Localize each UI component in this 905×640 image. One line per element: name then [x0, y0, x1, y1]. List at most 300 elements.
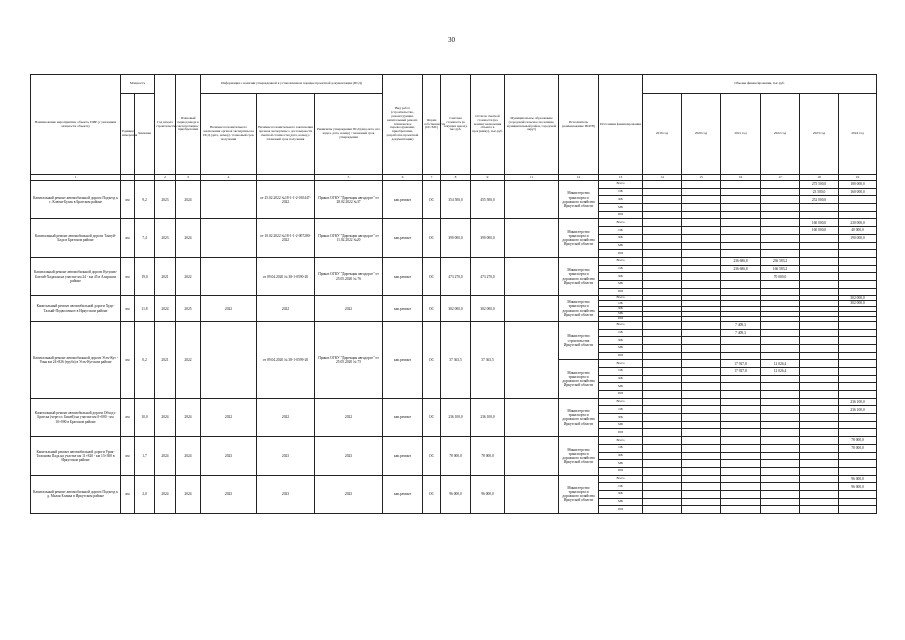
municipality [505, 475, 559, 513]
funding-amount [682, 421, 721, 429]
funding-source: МБ [599, 460, 643, 468]
funding-amount [682, 406, 721, 414]
funding-amount [761, 414, 800, 422]
funding-amount [800, 475, 839, 483]
funding-amount [643, 429, 682, 437]
funding-amount [682, 360, 721, 368]
funding-amount [761, 406, 800, 414]
object-name: Капитальный ремонт автомобильной дороги Урик-Тихонова Падь на участке км 11+820 - км 13+300 в Иркутском районе [31, 437, 121, 475]
program-table [30, 74, 877, 514]
funding-amount [800, 329, 839, 337]
funding-amount [682, 234, 721, 242]
executor: Министерство транспорта и дорожного хозяйства Иркутской области [559, 360, 599, 398]
funding-amount [643, 490, 682, 498]
executor: Министерство транспорта и дорожного хозяйства Иркутской области [559, 437, 599, 475]
start-year: 2024 [155, 398, 176, 436]
object-name: Капитальный ремонт автомобильной дороги Усть-Кут - Уоян км 24+826 (труба) в Усть-Кутском районе [31, 321, 121, 398]
header-expertise: Наличие положительного заключения органов экспертизы на ПСД (дата, номер) / плановый срок получения [201, 94, 257, 175]
funding-amount [800, 421, 839, 429]
start-year: 2023 [155, 219, 176, 257]
executor: Министерство транспорта и дорожного хозяйства Иркутской области [559, 257, 599, 295]
table-row [31, 321, 877, 329]
remaining-cost: 390 000,0 [471, 219, 505, 257]
estimated-cost: 78 000,0 [441, 437, 471, 475]
object-name: Капитальный ремонт автомобильной дороги Тангуй-Бада в Братском районе [31, 219, 121, 257]
funding-source: Всего [599, 360, 643, 368]
funding-amount [682, 265, 721, 273]
column-number: 18 [800, 175, 839, 181]
funding-amount: 236 100,0 [839, 406, 877, 414]
funding-amount [643, 211, 682, 219]
estimated-cost: 236 100,0 [441, 398, 471, 436]
expertise-conclusion [201, 219, 257, 257]
funding-amount [800, 321, 839, 329]
funding-amount [761, 250, 800, 258]
column-number: 14 [643, 175, 682, 181]
object-name: Капитальный ремонт автомобильной дороги Обход г. Братска (через п. Бикей) на участке км 0+000 - км 10+000 в Братском районе [31, 398, 121, 436]
work-type: кап.ремонт [383, 181, 423, 219]
funding-source: МБ [599, 383, 643, 391]
funding-amount [721, 337, 761, 345]
funding-amount [721, 406, 761, 414]
funding-source: ИИ [599, 288, 643, 296]
header-year: 2024 год [839, 94, 877, 175]
expertise-conclusion [201, 181, 257, 219]
funding-amount: 166 583,2 [761, 265, 800, 273]
funding-amount [839, 467, 877, 475]
funding-amount [800, 234, 839, 242]
funding-amount [761, 181, 800, 189]
funding-amount [643, 242, 682, 250]
funding-amount [761, 483, 800, 491]
funding-source: ОБ [599, 227, 643, 235]
funding-amount [721, 444, 761, 452]
funding-amount [761, 204, 800, 212]
funding-amount [682, 483, 721, 491]
funding-amount [643, 437, 682, 445]
funding-amount [721, 429, 761, 437]
commission-year: 2024 [176, 219, 201, 257]
funding-source: МБ [599, 204, 643, 212]
commission-year: 2024 [176, 398, 201, 436]
funding-amount: 236 686,8 [721, 257, 761, 265]
column-number: 7 [423, 175, 441, 181]
header-value: Значение [135, 94, 155, 175]
estimate-conclusion: 2022 [257, 398, 315, 436]
funding-amount [800, 506, 839, 514]
header-commission: Плановый период ввода в эксплуатацию/приобретения [176, 75, 201, 175]
funding-source: МБ [599, 311, 643, 316]
funding-amount [643, 337, 682, 345]
funding-source: ФБ [599, 375, 643, 383]
estimate-conclusion: от 25.02.2022 №18-1-1-2-010447-2022 [257, 181, 315, 219]
work-type: кап.ремонт [383, 257, 423, 295]
funding-amount [839, 506, 877, 514]
capacity-unit: км [121, 181, 135, 219]
funding-amount [761, 452, 800, 460]
funding-source: ОБ [599, 188, 643, 196]
remaining-cost: 96 000,0 [471, 475, 505, 513]
funding-amount [800, 280, 839, 288]
funding-amount [682, 219, 721, 227]
ownership-form: ОС [423, 181, 441, 219]
work-type: кап.ремонт [383, 437, 423, 475]
psd-approval: 2023 [315, 475, 383, 513]
funding-amount: 230 000,0 [839, 219, 877, 227]
funding-amount [721, 490, 761, 498]
funding-amount [761, 437, 800, 445]
funding-amount: 236 686,8 [721, 265, 761, 273]
funding-amount [643, 280, 682, 288]
funding-amount: 160 000,0 [839, 188, 877, 196]
expertise-conclusion: 2022 [201, 296, 257, 322]
funding-amount: 236 583,2 [761, 257, 800, 265]
funding-amount [800, 257, 839, 265]
funding-source: ФБ [599, 337, 643, 345]
funding-amount [761, 321, 800, 329]
funding-amount [682, 490, 721, 498]
funding-amount: 96 000,0 [839, 483, 877, 491]
municipality [505, 296, 559, 322]
column-number: 19 [839, 175, 877, 181]
funding-amount [643, 360, 682, 368]
funding-amount [643, 265, 682, 273]
funding-source: ФБ [599, 490, 643, 498]
funding-source: МБ [599, 498, 643, 506]
header-ownership: Форма собственности (ОС/МС) [423, 75, 441, 175]
funding-source: Всего [599, 437, 643, 445]
funding-amount: 180 000,0 [839, 181, 877, 189]
funding-amount [761, 506, 800, 514]
funding-amount [682, 188, 721, 196]
estimate-conclusion: 2022 [257, 296, 315, 322]
work-type: кап.ремонт [383, 321, 423, 398]
funding-amount [721, 234, 761, 242]
table-row [31, 475, 877, 483]
funding-amount: 236 100,0 [839, 398, 877, 406]
table-row [31, 398, 877, 406]
start-year: 2024 [155, 296, 176, 322]
funding-amount [682, 250, 721, 258]
funding-amount [643, 196, 682, 204]
commission-year: 2022 [176, 321, 201, 398]
funding-amount [800, 250, 839, 258]
funding-amount [721, 383, 761, 391]
funding-amount [800, 265, 839, 273]
work-type: кап.ремонт [383, 398, 423, 436]
funding-source: ИИ [599, 352, 643, 360]
work-type: кап.ремонт [383, 475, 423, 513]
funding-amount [839, 498, 877, 506]
estimate-conclusion: 2023 [257, 437, 315, 475]
funding-source: ИИ [599, 467, 643, 475]
funding-source: ФБ [599, 273, 643, 281]
funding-amount [682, 273, 721, 281]
funding-source: ИИ [599, 211, 643, 219]
funding-source: ОБ [599, 444, 643, 452]
funding-amount [800, 383, 839, 391]
funding-amount [682, 414, 721, 422]
funding-amount [721, 421, 761, 429]
funding-amount [682, 506, 721, 514]
municipality [505, 398, 559, 436]
object-name: Капитальный ремонт автомобильной дороги Подъезд к с. Ключи-Булак в Братском районе [31, 181, 121, 219]
column-number: 5 [315, 175, 383, 181]
funding-amount [721, 460, 761, 468]
work-type: кап.ремонт [383, 219, 423, 257]
funding-amount: 12 026,4 [761, 367, 800, 375]
header-year: 2023 год [800, 94, 839, 175]
funding-amount [839, 265, 877, 273]
funding-amount [682, 437, 721, 445]
funding-amount [721, 280, 761, 288]
funding-amount [682, 444, 721, 452]
capacity-value: 1,7 [135, 437, 155, 475]
capacity-value: 9,2 [135, 181, 155, 219]
funding-amount [721, 273, 761, 281]
column-number: 3 [176, 175, 201, 181]
funding-amount [800, 467, 839, 475]
funding-amount [800, 429, 839, 437]
executor: Министерство транспорта и дорожного хозяйства Иркутской области [559, 398, 599, 436]
funding-amount [643, 227, 682, 235]
funding-amount [643, 421, 682, 429]
funding-amount [761, 429, 800, 437]
funding-amount [682, 329, 721, 337]
executor: Министерство транспорта и дорожного хозяйства Иркутской области [559, 296, 599, 322]
funding-amount [761, 444, 800, 452]
psd-approval: Приказ ОГКУ "Дирекция автодорог" от 11.02.2022 №20 [315, 219, 383, 257]
commission-year: 2022 [176, 257, 201, 295]
remaining-cost: 236 100,0 [471, 398, 505, 436]
funding-amount [643, 483, 682, 491]
funding-amount [800, 452, 839, 460]
funding-source: ФБ [599, 306, 643, 311]
psd-approval: 2022 [315, 296, 383, 322]
funding-amount [839, 414, 877, 422]
commission-year: 2024 [176, 437, 201, 475]
funding-amount [761, 344, 800, 352]
ownership-form: ОС [423, 219, 441, 257]
psd-approval: Приказ ОГКУ "Дирекция автодорог" от 25.05.2020 № 76 [315, 257, 383, 295]
funding-amount [643, 406, 682, 414]
funding-amount [800, 242, 839, 250]
capacity-value: 2,0 [135, 475, 155, 513]
funding-amount [721, 211, 761, 219]
funding-amount [682, 227, 721, 235]
ownership-form: ОС [423, 398, 441, 436]
estimated-cost: 354 500,0 [441, 181, 471, 219]
remaining-cost: 302 000,0 [471, 296, 505, 322]
funding-amount [682, 288, 721, 296]
municipality [505, 437, 559, 475]
funding-source: МБ [599, 242, 643, 250]
capacity-value: 7,4 [135, 219, 155, 257]
funding-amount [800, 273, 839, 281]
estimated-cost: 96 000,0 [441, 475, 471, 513]
header-source: Источники финансирования [599, 75, 643, 175]
funding-amount [761, 227, 800, 235]
column-number: 8 [441, 175, 471, 181]
funding-source: ИИ [599, 316, 643, 321]
funding-amount: 302 000,0 [839, 301, 877, 306]
expertise-conclusion: 2023 [201, 437, 257, 475]
funding-amount [721, 475, 761, 483]
column-number: 13 [599, 175, 643, 181]
funding-amount [682, 498, 721, 506]
expertise-conclusion [201, 257, 257, 295]
funding-amount [761, 234, 800, 242]
table-body [31, 181, 877, 514]
start-year: 2021 [155, 257, 176, 295]
capacity-value: 0,2 [135, 321, 155, 398]
funding-amount [643, 181, 682, 189]
funding-amount [682, 398, 721, 406]
funding-amount [839, 257, 877, 265]
funding-amount: 17 927,8 [721, 367, 761, 375]
funding-amount [800, 498, 839, 506]
funding-amount [682, 375, 721, 383]
table-row [31, 257, 877, 265]
header-year: 2021 год [721, 94, 761, 175]
funding-amount [761, 460, 800, 468]
funding-amount [800, 391, 839, 399]
column-number: 12 [559, 175, 599, 181]
psd-approval: Приказ ОГКУ "Дирекция автодорог" от 25.05.2020 № 75 [315, 321, 383, 398]
psd-approval: 2022 [315, 398, 383, 436]
column-number: 17 [761, 175, 800, 181]
funding-amount [682, 383, 721, 391]
header-estimate: Наличие положительного заключения органов экспертизы о достоверности сметной стоимости (дата, номер) / плановый срок получения [257, 94, 315, 175]
funding-amount [839, 375, 877, 383]
funding-amount [721, 498, 761, 506]
funding-amount [643, 467, 682, 475]
funding-amount [682, 475, 721, 483]
header-estimated-cost: Сметная стоимость (в текущих ценах), тыс.руб. [441, 75, 471, 175]
executor: Министерство транспорта и дорожного хозяйства Иркутской области [559, 475, 599, 513]
funding-amount [839, 490, 877, 498]
funding-amount [800, 490, 839, 498]
municipality [505, 219, 559, 257]
ownership-form: ОС [423, 437, 441, 475]
funding-amount [800, 406, 839, 414]
funding-source: МБ [599, 280, 643, 288]
executor: Министерство транспорта и дорожного хозяйства Иркутской области [559, 181, 599, 219]
commission-year: 2024 [176, 181, 201, 219]
funding-amount [761, 467, 800, 475]
object-name: Капитальный ремонт автомобильной дороги Подъезд к д. Малая Еланка в Иркутском районе [31, 475, 121, 513]
funding-source: Всего [599, 475, 643, 483]
column-number: 16 [721, 175, 761, 181]
funding-amount [761, 490, 800, 498]
header-psd-info: Информация о наличии утвержденной в установленном порядке проектной документации (ПСД) [201, 75, 383, 94]
funding-amount [682, 280, 721, 288]
funding-amount [721, 242, 761, 250]
funding-amount: 78 000,0 [839, 444, 877, 452]
funding-amount [682, 452, 721, 460]
header-name: Наименование мероприятия, объекта, ПИР (с указанием мощности объекта) [31, 75, 121, 175]
start-year: 2023 [155, 181, 176, 219]
funding-amount [643, 383, 682, 391]
funding-source: ФБ [599, 234, 643, 242]
funding-amount [682, 429, 721, 437]
funding-amount [800, 460, 839, 468]
capacity-value: 10,0 [135, 398, 155, 436]
funding-amount [839, 367, 877, 375]
funding-amount [800, 288, 839, 296]
funding-source: Всего [599, 181, 643, 189]
funding-amount [800, 444, 839, 452]
header-year: 2022 год [761, 94, 800, 175]
executor: Министерство строительства Иркутской области [559, 321, 599, 359]
funding-source: ИИ [599, 429, 643, 437]
funding-amount [839, 250, 877, 258]
funding-amount [800, 360, 839, 368]
funding-amount [643, 329, 682, 337]
funding-amount [721, 219, 761, 227]
expertise-conclusion [201, 321, 257, 398]
funding-amount [682, 196, 721, 204]
funding-amount: 190 000,0 [839, 234, 877, 242]
column-number: 9 [471, 175, 505, 181]
funding-amount [643, 475, 682, 483]
work-type: кап.ремонт [383, 296, 423, 322]
funding-amount [643, 452, 682, 460]
commission-year: 2025 [176, 296, 201, 322]
ownership-form: ОС [423, 475, 441, 513]
funding-amount [721, 506, 761, 514]
object-name: Капитальный ремонт автомобильной дороги Худо-Тальяй-Подволочное в Иркутском районе [31, 296, 121, 322]
funding-source: Всего [599, 257, 643, 265]
funding-amount [839, 452, 877, 460]
funding-source: ОБ [599, 367, 643, 375]
funding-amount [721, 391, 761, 399]
funding-amount [761, 329, 800, 337]
header-unit: Единица измерения [121, 94, 135, 175]
funding-amount [682, 344, 721, 352]
table-row [31, 437, 877, 445]
funding-amount [761, 337, 800, 345]
funding-amount [721, 227, 761, 235]
funding-amount [761, 498, 800, 506]
header-year: 2019 год [643, 94, 682, 175]
estimate-conclusion: от 09.04.2020 № 38-1-0599-20 [257, 321, 315, 398]
funding-amount [682, 367, 721, 375]
funding-source: МБ [599, 344, 643, 352]
start-year: 2024 [155, 475, 176, 513]
funding-amount [643, 273, 682, 281]
capacity-unit: км [121, 437, 135, 475]
capacity-value: 19,0 [135, 257, 155, 295]
capacity-unit: км [121, 257, 135, 295]
capacity-unit: км [121, 321, 135, 398]
column-number: 4 [201, 175, 257, 181]
funding-amount [800, 211, 839, 219]
capacity-unit: км [121, 296, 135, 322]
header-work-type: Вид работ (строительство, реконструкция, капитальный ремонт, техническое перевооружение, приобретение, разработка проектной документации) [383, 75, 423, 175]
funding-amount [643, 219, 682, 227]
funding-amount [839, 337, 877, 345]
funding-amount [643, 506, 682, 514]
municipality [505, 257, 559, 295]
funding-amount [643, 375, 682, 383]
ownership-form: ОС [423, 257, 441, 295]
funding-amount [839, 344, 877, 352]
municipality [505, 321, 559, 398]
funding-amount [643, 367, 682, 375]
funding-amount [682, 391, 721, 399]
column-number: 6 [383, 175, 423, 181]
